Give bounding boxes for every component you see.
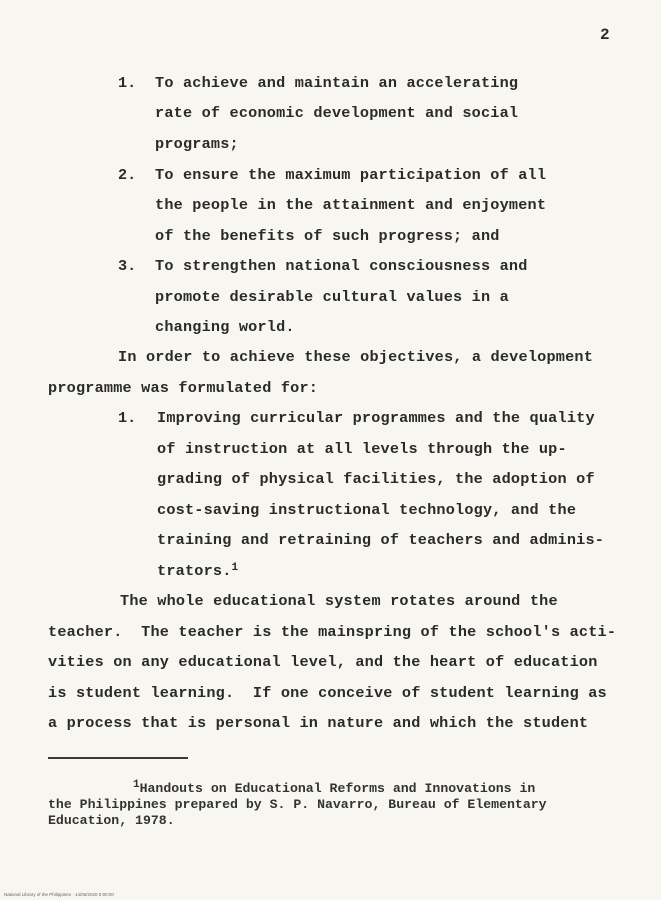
programme-number: 1. xyxy=(118,409,137,427)
footnote-line-3: Education, 1978. xyxy=(48,813,175,828)
programme-line-6 xyxy=(157,561,238,583)
footnote-reference: 1 xyxy=(231,562,239,574)
intro-line-2: programme was formulated for: xyxy=(48,379,319,397)
programme-line-5: training and retraining of teachers and adminis- xyxy=(157,531,605,549)
objective-2-line-2: the people in the attainment and enjoyment xyxy=(155,196,547,214)
archive-footer: National Library of the Philippines · 14/05/2020 0:00:00 xyxy=(4,892,114,897)
objective-1-line-3: programs; xyxy=(155,135,239,153)
objective-2-line-1: To ensure the maximum participation of all xyxy=(155,166,547,184)
objective-3-line-3: changing world. xyxy=(155,318,295,336)
paragraph-line-4: is student learning. If one conceive of student learning as xyxy=(48,684,607,702)
page-number: 2 xyxy=(600,26,610,44)
programme-line-6-text: trators. xyxy=(157,562,232,580)
objective-3-number: 3. xyxy=(118,257,137,275)
footnote-line-1-text: Handouts on Educational Reforms and Innovations in xyxy=(139,781,536,796)
footnote-mark: 1 xyxy=(133,779,140,791)
footnote-line-2: the Philippines prepared by S. P. Navarro, Bureau of Elementary xyxy=(48,797,547,812)
paragraph-line-1: The whole educational system rotates around the xyxy=(120,592,558,610)
programme-line-2: of instruction at all levels through the up- xyxy=(157,440,567,458)
footnote-line-1 xyxy=(133,781,535,798)
intro-line-1: In order to achieve these objectives, a development xyxy=(118,348,594,366)
footnote-divider xyxy=(48,757,188,759)
objective-3-line-2: promote desirable cultural values in a xyxy=(155,288,509,306)
programme-line-3: grading of physical facilities, the adoption of xyxy=(157,470,595,488)
programme-line-1: Improving curricular programmes and the quality xyxy=(157,409,595,427)
paragraph-line-2: teacher. The teacher is the mainspring of the school's acti- xyxy=(48,623,617,641)
objective-2-number: 2. xyxy=(118,166,137,184)
paragraph-line-3: vities on any educational level, and the heart of education xyxy=(48,653,598,671)
programme-line-4: cost-saving instructional technology, and the xyxy=(157,501,577,519)
objective-3-line-1: To strengthen national consciousness and xyxy=(155,257,528,275)
objective-1-line-2: rate of economic development and social xyxy=(155,104,519,122)
paragraph-line-5: a process that is personal in nature and which the student xyxy=(48,714,589,732)
objective-2-line-3: of the benefits of such progress; and xyxy=(155,227,500,245)
objective-1-number: 1. xyxy=(118,74,137,92)
objective-1-line-1: To achieve and maintain an accelerating xyxy=(155,74,519,92)
